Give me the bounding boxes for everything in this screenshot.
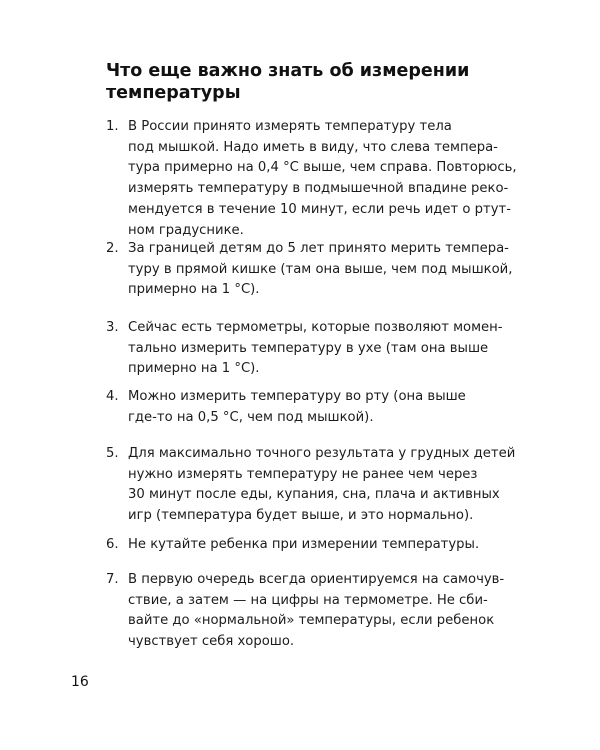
text-line: примерно на 1 °С).	[128, 361, 260, 377]
list-item-number: 2.	[106, 241, 119, 256]
text-line: Сейчас есть термометры, которые позволяют момен-	[128, 320, 503, 335]
text-line: игр (температура будет выше, и это нормально).	[128, 508, 474, 524]
text-line: мендуется в течение 10 минут, если речь идет о ртут-	[128, 201, 511, 217]
text-line: Для максимально точного результата у грудных детей	[128, 446, 516, 461]
list-item-number: 7.	[106, 572, 119, 587]
list-item-text	[128, 117, 528, 241]
list-item-number: 4.	[106, 389, 119, 404]
page-number: 16	[71, 674, 89, 690]
text-line: В первую очередь всегда ориентируемся на самочув-	[128, 572, 505, 587]
list-item-text	[128, 570, 528, 653]
text-line: где-то на 0,5 °С, чем под мышкой).	[128, 409, 374, 425]
text-line: За границей детям до 5 лет принято мерить темпера-	[128, 241, 509, 256]
text-line: В России принято измерять температуру тела	[128, 119, 452, 134]
section-heading	[106, 60, 526, 104]
text-line: тально измерить температуру в ухе (там она выше	[128, 340, 489, 356]
text-line: ствие, а затем — на цифры на термометре. Не сби-	[128, 592, 488, 608]
text-line: чувствует себя хорошо.	[128, 634, 295, 650]
text-line: 30 минут после еды, купания, сна, плача и активных	[128, 487, 500, 503]
text-line: Не кутайте ребенка при измерении температуры.	[128, 537, 480, 552]
list-item-text	[128, 535, 528, 556]
list-item-text	[128, 387, 528, 428]
heading-line: Что еще важно знать об измерении	[106, 61, 470, 81]
heading-line: температуры	[106, 83, 241, 103]
list-item-text	[128, 444, 528, 527]
text-line: измерять температуру в подмышечной впадине реко-	[128, 181, 509, 197]
list-item-text	[128, 239, 528, 301]
text-line: примерно на 1 °С).	[128, 282, 260, 298]
list-item-number: 5.	[106, 446, 119, 461]
text-line: туру в прямой кишке (там она выше, чем под мышкой,	[128, 261, 513, 277]
text-line: тура примерно на 0,4 °С выше, чем справа. Повторюсь,	[128, 160, 517, 176]
list-item-number: 1.	[106, 119, 119, 134]
list-item-number: 3.	[106, 320, 119, 335]
text-line: под мышкой. Надо иметь в виду, что слева темпера-	[128, 139, 498, 155]
text-line: ном градуснике.	[128, 222, 244, 238]
text-line: вайте до «нормальной» температуры, если ребенок	[128, 613, 495, 629]
text-line: нужно измерять температуру не ранее чем через	[128, 466, 478, 482]
text-line: Можно измерить температуру во рту (она выше	[128, 389, 466, 404]
list-item-number: 6.	[106, 537, 119, 552]
list-item-text	[128, 318, 528, 380]
